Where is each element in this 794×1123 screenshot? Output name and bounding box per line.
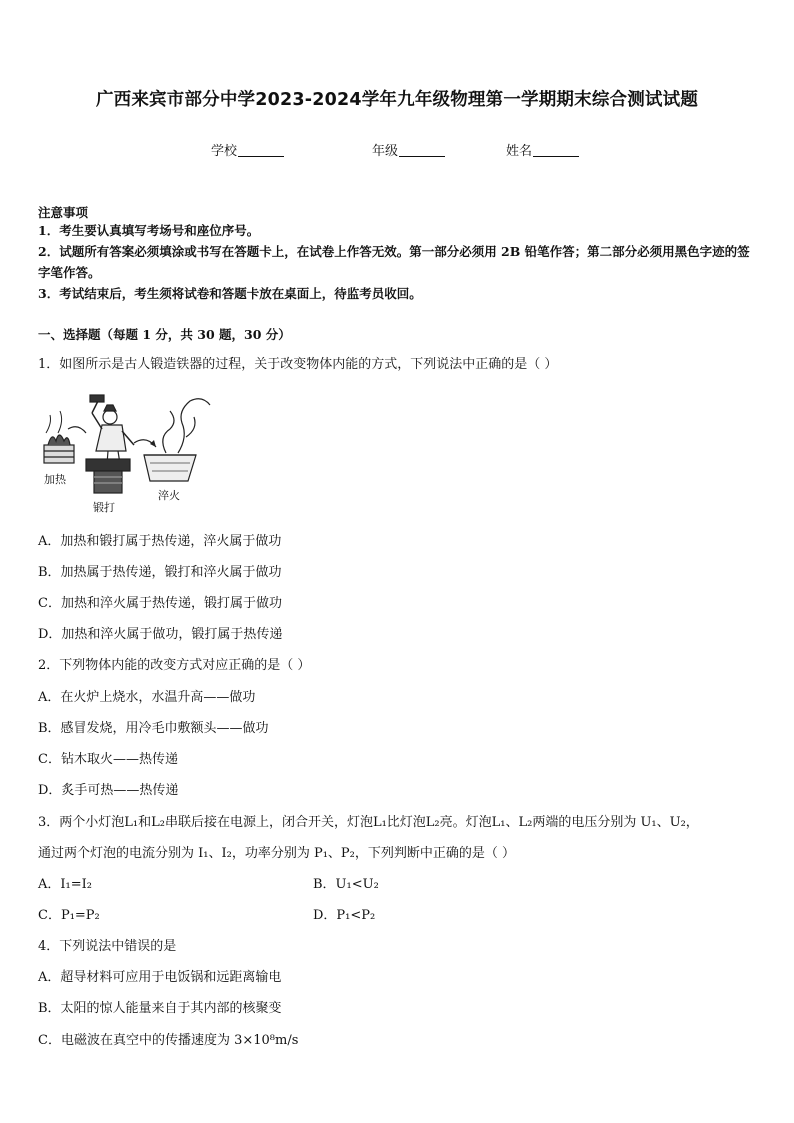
- option: A．在火炉上烧水，水温升高——做功: [38, 690, 256, 705]
- option: A．超导材料可应用于电饭锅和远距离输电: [38, 970, 282, 985]
- forging-illustration: [38, 393, 220, 521]
- option: A．I₁=I₂: [38, 877, 92, 892]
- figure-label-forge: 锻打: [93, 501, 115, 514]
- figure-label-heat: 加热: [44, 473, 66, 486]
- name-field: [506, 140, 579, 159]
- note-item: 2．试题所有答案必须填涂或书写在答题卡上，在试卷上作答无效。第一部分必须用 2B 铅笔作答；第二部分必须用黑色字迹的签字笔作答。: [38, 244, 750, 280]
- option: D．P₁<P₂: [313, 908, 376, 923]
- forging-figure: [38, 393, 220, 521]
- furnace-drawing: [44, 411, 74, 463]
- exam-title: 广西来宾市部分中学2023-2024学年九年级物理第一学期期末综合测试试题: [95, 90, 699, 110]
- option: B．加热属于热传递，锻打和淬火属于做功: [38, 565, 282, 580]
- option: C．电磁波在真空中的传播速度为 3×10⁸m/s: [38, 1033, 299, 1048]
- question-stem: 3．两个小灯泡L₁和L₂串联后接在电源上，闭合开关，灯泡L₁比灯泡L₂亮。灯泡L₁、L₂两端的电压分别为 U₁、U₂，: [38, 815, 699, 830]
- grade-field: [372, 140, 445, 159]
- school-blank: [238, 143, 284, 157]
- option: B．感冒发烧，用冷毛巾敷额头——做功: [38, 721, 269, 736]
- name-blank: [533, 143, 579, 157]
- quench-tub-drawing: [144, 399, 210, 481]
- name-label: 姓名: [506, 144, 533, 159]
- question-stem: 1．如图所示是古人锻造铁器的过程，关于改变物体内能的方式，下列说法中正确的是（ ）: [38, 357, 558, 372]
- grade-blank: [399, 143, 445, 157]
- anvil-drawing: [86, 459, 130, 493]
- section-title: 一、选择题（每题 1 分，共 30 题，30 分）: [38, 327, 291, 342]
- question-stem: 2．下列物体内能的改变方式对应正确的是（ ）: [38, 658, 311, 673]
- figure-label-quench: 淬火: [158, 489, 180, 502]
- option: B．太阳的惊人能量来自于其内部的核聚变: [38, 1001, 282, 1016]
- option: C．钻木取火——热传递: [38, 752, 178, 767]
- note-item: 3．考试结束后，考生须将试卷和答题卡放在桌面上，待监考员收回。: [38, 286, 422, 301]
- arrow-heat-to-forge: [68, 427, 86, 433]
- option: C．加热和淬火属于热传递，锻打属于做功: [38, 596, 282, 611]
- option: D．加热和淬火属于做功，锻打属于热传递: [38, 627, 283, 642]
- question-stem: 4．下列说法中错误的是: [38, 939, 177, 954]
- option: C．P₁=P₂: [38, 908, 100, 923]
- question-stem-continued: 通过两个灯泡的电流分别为 I₁、I₂，功率分别为 P₁、P₂，下列判断中正确的是（ ）: [38, 846, 516, 861]
- grade-label: 年级: [372, 144, 399, 159]
- notes-title: 注意事项: [38, 205, 89, 220]
- school-field: [211, 140, 284, 159]
- school-label: 学校: [211, 144, 238, 159]
- note-item: 1．考生要认真填写考场号和座位序号。: [38, 223, 260, 238]
- option: A．加热和锻打属于热传递，淬火属于做功: [38, 534, 282, 549]
- option: B．U₁<U₂: [313, 877, 379, 892]
- option: D．炙手可热——热传递: [38, 783, 179, 798]
